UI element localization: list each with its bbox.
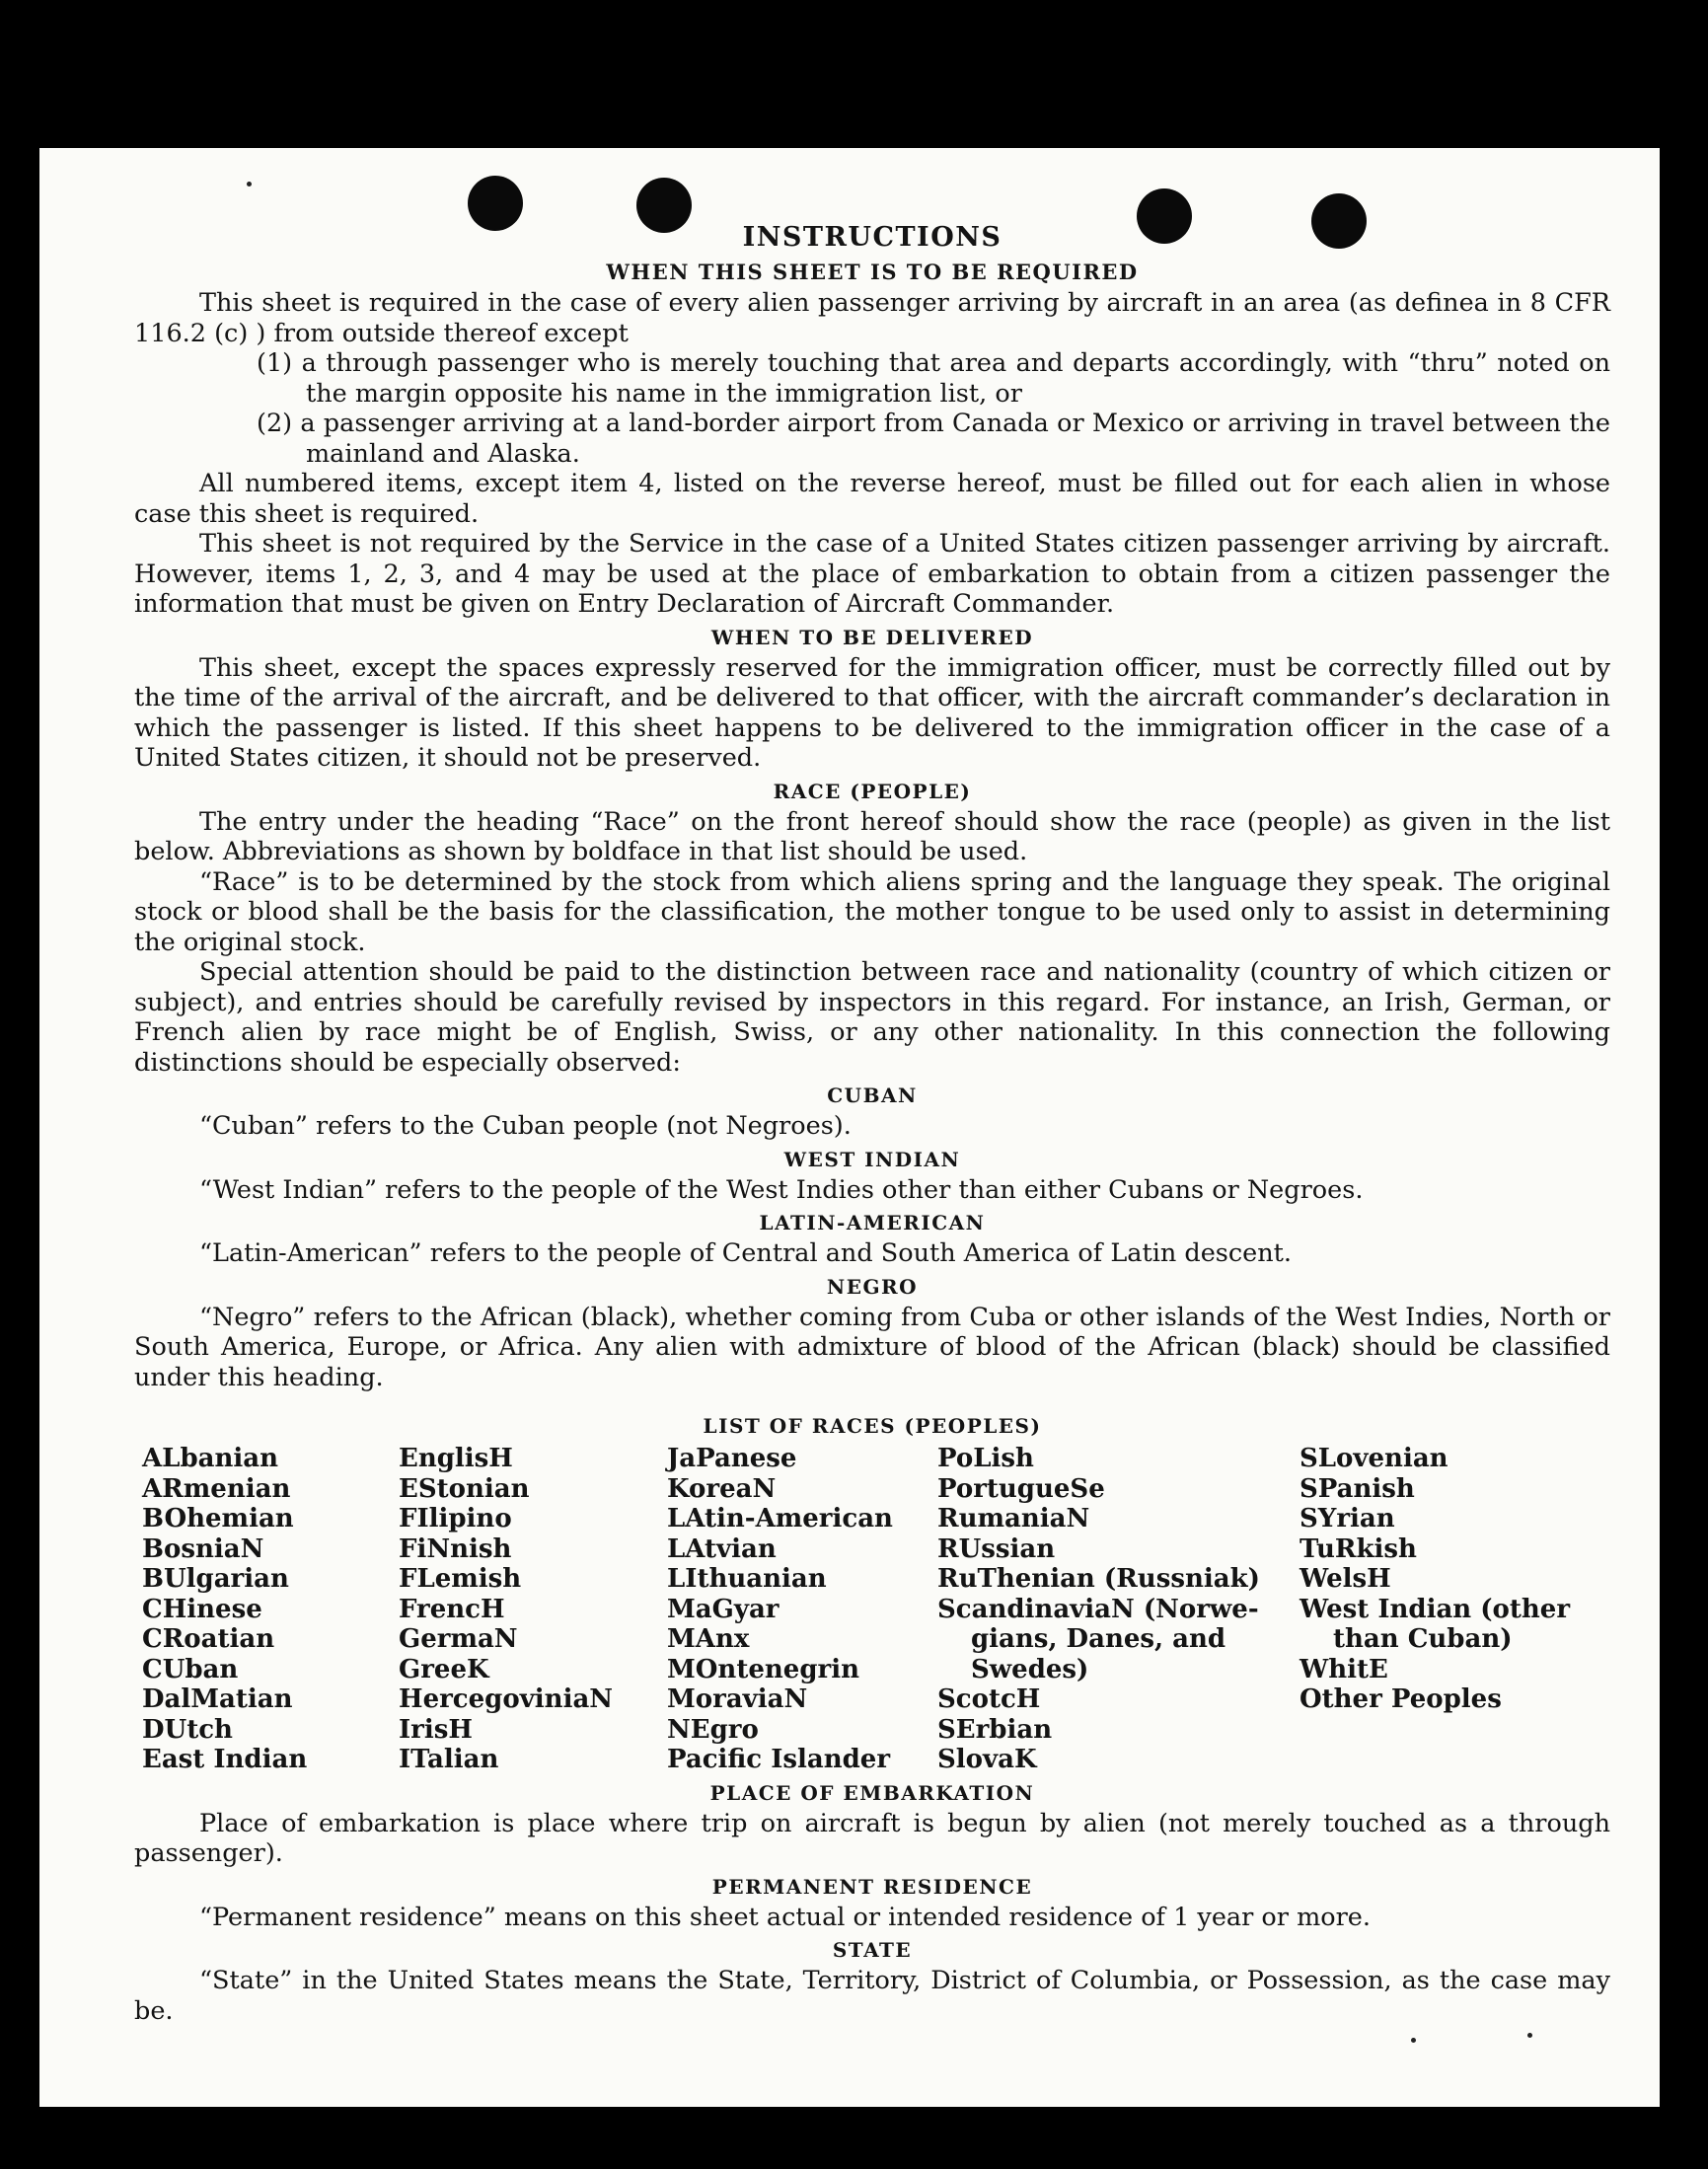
- instructions-body: [134, 217, 1610, 2026]
- paragraph: “Cuban” refers to the Cuban people (not Negroes).: [199, 1111, 852, 1141]
- race-entry: ARmenian: [142, 1473, 291, 1504]
- race-entry-continuation: gians, Danes, and: [971, 1624, 1226, 1654]
- race-entry: SPanish: [1300, 1473, 1415, 1504]
- section-heading: PERMANENT RESIDENCE: [711, 1874, 1033, 1899]
- race-entry: NEgro: [667, 1714, 759, 1745]
- race-entry: CRoatian: [142, 1624, 275, 1654]
- race-entry: SYrian: [1300, 1504, 1395, 1533]
- race-entry: FrencH: [399, 1594, 505, 1624]
- race-entry: LAtin-American: [667, 1504, 893, 1533]
- race-column: [667, 1444, 937, 1775]
- race-entry: IrisH: [399, 1714, 473, 1745]
- race-entry: ScotcH: [937, 1684, 1041, 1714]
- section-heading: LIST OF RACES (PEOPLES): [703, 1414, 1042, 1438]
- race-entry: RUssian: [937, 1533, 1056, 1564]
- section-heading: WHEN TO BE DELIVERED: [710, 625, 1034, 649]
- paragraph: All numbered items, except item 4, listed on the reverse hereof, must be filled out for each alien in whose case this sheet is required.: [134, 469, 1610, 529]
- race-entry: SErbian: [937, 1714, 1053, 1745]
- race-column: [399, 1444, 667, 1775]
- paragraph: “West Indian” refers to the people of the West Indies other than either Cubans or Negroes.: [199, 1174, 1364, 1205]
- paragraph: This sheet is not required by the Service in the case of a United States citizen passenger arriving by aircraft. However, items 1, 2, 3, and 4 may be used at the place of embarkation to obtain from a citizen passenger the information that must be given on Entry Declaration of Aircraft Commander.: [134, 529, 1610, 619]
- race-entry: PortugueSe: [937, 1473, 1105, 1504]
- race-entry: BosniaN: [142, 1533, 264, 1564]
- race-entry: ITalian: [399, 1745, 499, 1774]
- paragraph: “State” in the United States means the State, Territory, District of Columbia, or Possession, as the case may be.: [134, 1966, 1610, 2026]
- race-entry: Other Peoples: [1300, 1684, 1502, 1714]
- paragraph: “Race” is to be determined by the stock from which aliens spring and the language they speak. The original stock or blood shall be the basis for the classification, the mother tongue to be used only to assist in determining the original stock.: [134, 866, 1610, 957]
- list-item: (1) a through passenger who is merely touching that area and departs accordingly, with “thru” noted on the margin opposite his name in the immigration list, or: [257, 348, 1610, 409]
- race-entry: KoreaN: [667, 1473, 777, 1504]
- race-entry: PoLish: [937, 1444, 1034, 1473]
- paragraph: Place of embarkation is place where trip on aircraft is begun by alien (not merely touched as a through passenger).: [134, 1808, 1610, 1868]
- race-entry: FiNnish: [399, 1533, 512, 1564]
- section-heading: RACE (PEOPLE): [773, 779, 972, 803]
- speck: [247, 182, 252, 187]
- race-entry: GreeK: [399, 1654, 489, 1684]
- race-entry: SlovaK: [937, 1745, 1037, 1774]
- speck: [1527, 2033, 1532, 2038]
- race-entry: FLemish: [399, 1564, 522, 1594]
- section-heading: CUBAN: [827, 1084, 918, 1107]
- race-entry: Pacific Islander: [667, 1745, 891, 1774]
- race-entry: WhitE: [1300, 1654, 1388, 1684]
- race-entry: LAtvian: [667, 1533, 777, 1564]
- paragraph: Special attention should be paid to the distinction between race and nationality (country of which citizen or subject), and entries should be carefully revised by inspectors in this regard. For instance, an Irish, German, or French alien by race might be of English, Swiss, or any other nationality. In this connection the following distinctions should be especially observed:: [134, 957, 1610, 1078]
- section-heading: PLACE OF EMBARKATION: [709, 1780, 1035, 1805]
- race-entry: ScandinaviaN (Norwe-: [937, 1594, 1259, 1624]
- race-entry: EnglisH: [399, 1444, 513, 1473]
- section-heading: LATIN-AMERICAN: [759, 1211, 986, 1234]
- race-entry: ALbanian: [142, 1444, 279, 1473]
- paragraph: “Latin-American” refers to the people of Central and South America of Latin descent.: [199, 1238, 1293, 1268]
- speck: [1411, 2038, 1416, 2043]
- race-entry: MoraviaN: [667, 1684, 808, 1714]
- race-entry: HercegoviniaN: [399, 1684, 614, 1714]
- paragraph: The entry under the heading “Race” on the front hereof should show the race (people) as given in the list below. Abbreviations as shown by boldface in that list should be used.: [134, 806, 1610, 866]
- race-entry: JaPanese: [667, 1444, 797, 1473]
- race-entry: WelsH: [1300, 1564, 1391, 1594]
- race-entry-continuation: than Cuban): [1333, 1624, 1513, 1654]
- page-title: INSTRUCTIONS: [742, 222, 1003, 253]
- section-heading: WHEN THIS SHEET IS TO BE REQUIRED: [606, 260, 1139, 284]
- race-column: [937, 1444, 1300, 1775]
- race-entry: LIthuanian: [667, 1564, 827, 1594]
- race-entry: BUlgarian: [142, 1564, 289, 1594]
- race-entry: EStonian: [399, 1473, 530, 1504]
- race-entry: TuRkish: [1300, 1533, 1417, 1564]
- race-entry: MAnx: [667, 1624, 750, 1654]
- paragraph: “Permanent residence” means on this sheet actual or intended residence of 1 year or more.: [199, 1902, 1371, 1932]
- race-entry: DalMatian: [142, 1684, 293, 1714]
- race-entry: SLovenian: [1300, 1444, 1448, 1473]
- race-entry: GermaN: [399, 1624, 518, 1654]
- race-entry: BOhemian: [142, 1504, 294, 1533]
- race-entry: MaGyar: [667, 1594, 780, 1624]
- race-entry: East Indian: [142, 1745, 308, 1774]
- race-column: [1300, 1444, 1596, 1775]
- paragraph: “Negro” refers to the African (black), whether coming from Cuba or other islands of the West Indies, North or South America, Europe, or Africa. Any alien with admixture of blood of the African (black) should be classified under this heading.: [134, 1302, 1610, 1392]
- race-list: [134, 1444, 1610, 1775]
- race-entry: CHinese: [142, 1594, 262, 1624]
- list-item: (2) a passenger arriving at a land-border airport from Canada or Mexico or arriving in travel between the mainland and Alaska.: [257, 409, 1610, 469]
- section-heading: STATE: [832, 1938, 913, 1962]
- race-entry: FIlipino: [399, 1504, 512, 1533]
- race-entry: DUtch: [142, 1714, 233, 1745]
- race-entry-continuation: Swedes): [971, 1654, 1089, 1684]
- race-entry: RumaniaN: [937, 1504, 1090, 1533]
- section-heading: WEST INDIAN: [783, 1147, 961, 1171]
- section-heading: NEGRO: [826, 1274, 919, 1299]
- paragraph: This sheet is required in the case of every alien passenger arriving by aircraft in an area (as definea in 8 CFR 116.2 (c) ) from outside thereof except: [134, 288, 1610, 348]
- race-entry: West Indian (other: [1300, 1594, 1571, 1624]
- race-entry: MOntenegrin: [667, 1654, 859, 1684]
- paragraph: This sheet, except the spaces expressly reserved for the immigration officer, must be correctly filled out by the time of the arrival of the aircraft, and be delivered to that officer, with the aircraft commander’s declaration in which the passenger is listed. If this sheet happens to be delivered to the immigration officer in the case of a United States citizen, it should not be preserved.: [134, 652, 1610, 773]
- race-column: [134, 1444, 399, 1775]
- race-entry: RuThenian (Russniak): [937, 1564, 1260, 1594]
- race-entry: CUban: [142, 1654, 239, 1684]
- document-sheet: [39, 148, 1660, 2107]
